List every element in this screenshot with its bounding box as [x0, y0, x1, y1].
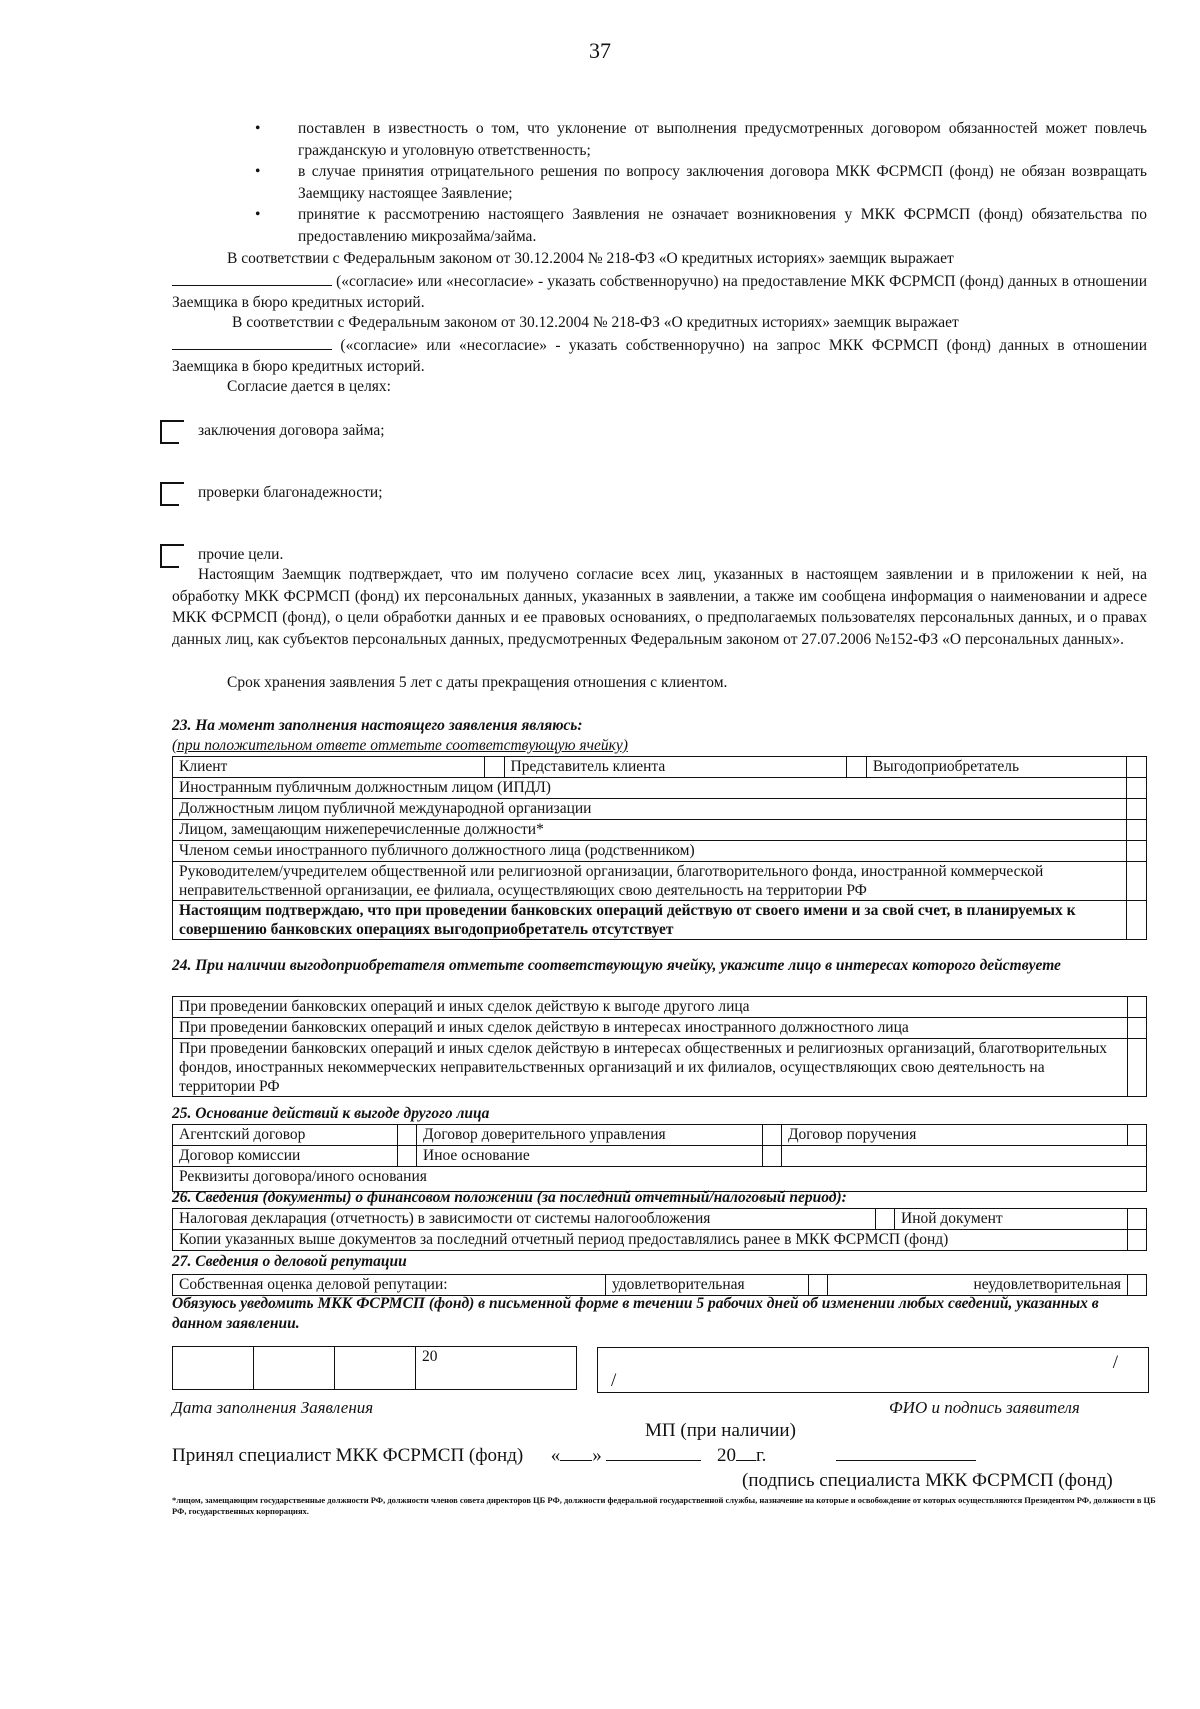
reputation-label: Собственная оценка деловой репутации:: [173, 1275, 606, 1296]
date-boxes: [172, 1346, 577, 1390]
status-family-label: Членом семьи иностранного публичного должностного лица (родственником): [173, 841, 1127, 862]
beneficiary-label: Выгодоприобретатель: [866, 757, 1126, 778]
agency-contract-label: Агентский договор: [173, 1125, 398, 1146]
table-row: [173, 997, 1147, 1018]
table-row: [173, 841, 1147, 862]
section-26-title: 26. Сведения (документы) о финансовом положении (за последний отчетный/налоговый период):: [172, 1189, 847, 1206]
date-label: Дата заполнения Заявления: [172, 1398, 374, 1417]
status-positions-label: Лицом, замещающим нижеперечисленные должности*: [173, 820, 1127, 841]
table-row: [173, 1347, 577, 1390]
status-family-checkbox[interactable]: [1127, 841, 1147, 862]
signature-box[interactable]: [597, 1347, 1149, 1393]
table-row: [173, 862, 1147, 901]
table-row: [173, 820, 1147, 841]
purpose-reliability-label: проверки благонадежности;: [198, 484, 383, 501]
section-24-title: 24. При наличии выгодоприобретателя отметьте соответствующую ячейку, укажите лицо в интересах которого действуете: [172, 957, 1061, 974]
other-basis-label: Иное основание: [417, 1146, 763, 1167]
contract-details-field[interactable]: Реквизиты договора/иного основания: [173, 1167, 1147, 1192]
representative-checkbox[interactable]: [847, 757, 867, 778]
bullet-item: • поставлен в известность о том, что уклонение от выполнения предусмотренных договором обязанностей может повлечь гражданскую и уголовную ответственность;: [255, 118, 1147, 161]
trust-contract-checkbox[interactable]: [762, 1125, 781, 1146]
client-label: Клиент: [173, 757, 485, 778]
purpose-reliability-checkbox[interactable]: [160, 482, 179, 506]
other-document-label: Иной документ: [895, 1209, 1128, 1230]
other-basis-field[interactable]: [781, 1146, 1146, 1167]
credit-consent-1: [172, 248, 1147, 314]
table-row: [173, 778, 1147, 799]
beneficiary-checkbox[interactable]: [1127, 757, 1147, 778]
purposes-intro: Согласие дается в целях:: [227, 378, 391, 395]
benefit-foreign-official-label: При проведении банковских операций и иных сделок действую в интересах иностранного должностного лица: [173, 1018, 1128, 1039]
signature-slash-left: /: [611, 1370, 617, 1391]
accepted-year-field[interactable]: [736, 1444, 756, 1461]
representative-label: Представитель клиента: [504, 757, 847, 778]
benefit-foreign-official-checkbox[interactable]: [1128, 1018, 1147, 1039]
table-row: [173, 1209, 1147, 1230]
section-24-table: [172, 996, 1147, 1097]
table-row: [173, 901, 1147, 940]
tax-declaration-checkbox[interactable]: [876, 1209, 895, 1230]
date-extra-field[interactable]: [335, 1347, 416, 1390]
accepted-row: [172, 1444, 1132, 1467]
client-checkbox[interactable]: [484, 757, 504, 778]
purpose-loan-label: заключения договора займа;: [198, 422, 385, 439]
date-month-field[interactable]: [254, 1347, 335, 1390]
consent-2-blank[interactable]: [172, 334, 332, 350]
accepted-label: Принял специалист МКК ФСРМСП (фонд): [172, 1445, 524, 1466]
table-row: [173, 1230, 1147, 1251]
reputation-bad-label: неудовлетворительная: [828, 1275, 1128, 1296]
page-number: 37: [589, 38, 611, 63]
section-25-title: 25. Основание действий к выгоде другого лица: [172, 1105, 490, 1122]
status-own-account-checkbox[interactable]: [1127, 901, 1147, 940]
benefit-other-person-checkbox[interactable]: [1128, 997, 1147, 1018]
reputation-good-label: удовлетворительная: [606, 1275, 809, 1296]
specialist-signature-label: (подпись специалиста МКК ФСРМСП (фонд): [742, 1470, 1113, 1491]
consent-2-tail: («согласие» или «несогласие» - указать собственноручно) на запрос МКК ФСРМСП (фонд) данных в отношении Заемщика в бюро кредитных историй.: [172, 336, 1147, 375]
accepted-year-suffix: г.: [755, 1445, 767, 1466]
table-row: [173, 1125, 1147, 1146]
other-basis-checkbox[interactable]: [762, 1146, 781, 1167]
commission-contract-label: Договор комиссии: [173, 1146, 398, 1167]
purpose-loan-checkbox[interactable]: [160, 420, 179, 444]
section-27-title: 27. Сведения о деловой репутации: [172, 1253, 407, 1270]
other-document-checkbox[interactable]: [1128, 1209, 1147, 1230]
storage-term: Срок хранения заявления 5 лет с даты прекращения отношения с клиентом.: [227, 674, 728, 691]
status-own-account-label: Настоящим подтверждаю, что при проведении банковских операций действую от своего имени и за свой счет, в планируемых к совершению банковских операциях выгодоприобретатель отсутствует: [173, 901, 1127, 940]
commission-contract-checkbox[interactable]: [397, 1146, 416, 1167]
benefit-organizations-label: При проведении банковских операций и иных сделок действую в интересах общественных и религиозных организаций, благотворительных фондов, иностранных некоммерческих неправительственных организаций и их филиалов, осуществляющих свою деятельность на территории РФ: [173, 1039, 1128, 1097]
table-row: [173, 1039, 1147, 1097]
section-27-table: [172, 1274, 1147, 1296]
copies-provided-label: Копии указанных выше документов за последний отчетный период предоставлялись ранее в МКК ФСРМСП (фонд): [173, 1230, 1128, 1251]
bullet-item: • принятие к рассмотрению настоящего Заявления не означает возникновения у МКК ФСРМСП (фонд) обязательства по предоставлению микрозайма/займа.: [255, 204, 1147, 247]
section-25-table: [172, 1124, 1147, 1192]
obligation-text: Обязуюсь уведомить МКК ФСРМСП (фонд) в письменной форме в течении 5 рабочих дней об изменении любых сведений, указанных в данном заявлении.: [172, 1295, 1099, 1332]
benefit-other-person-label: При проведении банковских операций и иных сделок действую к выгоде другого лица: [173, 997, 1128, 1018]
section-23-title: 23. На момент заполнения настоящего заявления являюсь:: [172, 717, 583, 734]
consent-2-lead: В соответствии с Федеральным законом от 30.12.2004 № 218-ФЗ «О кредитных историях» заемщик выражает: [232, 314, 959, 331]
trust-contract-label: Договор доверительного управления: [417, 1125, 763, 1146]
table-row: [173, 1018, 1147, 1039]
section-26-table: [172, 1208, 1147, 1251]
section-23-note: (при положительном ответе отметьте соответствующую ячейку): [172, 737, 628, 754]
reputation-bad-checkbox[interactable]: [1128, 1275, 1147, 1296]
credit-consent-2: [172, 312, 1147, 378]
date-quote-open: «: [550, 1445, 561, 1466]
status-ipdl-checkbox[interactable]: [1127, 778, 1147, 799]
consent-1-lead: В соответствии с Федеральным законом от 30.12.2004 № 218-ФЗ «О кредитных историях» заемщик выражает: [227, 250, 954, 267]
accepted-month-field[interactable]: [606, 1444, 701, 1461]
bullet-list: [255, 118, 1147, 247]
consent-1-tail: («согласие» или «несогласие» - указать собственноручно) на предоставление МКК ФСРМСП (фонд) данных в отношении Заемщика в бюро кредитных историй.: [172, 272, 1148, 311]
status-head-org-checkbox[interactable]: [1127, 862, 1147, 901]
section-23-table: [172, 756, 1147, 940]
assignment-contract-label: Договор поручения: [781, 1125, 1127, 1146]
fio-label: ФИО и подпись заявителя: [889, 1398, 1080, 1417]
table-row: [173, 757, 1147, 778]
accepted-year-prefix: 20: [716, 1445, 736, 1466]
reputation-good-checkbox[interactable]: [809, 1275, 828, 1296]
status-head-org-label: Руководителем/учредителем общественной или религиозной организации, благотворительного фонда, иностранной коммерческой неправительственной организации, ее филиала, осуществляющих свою деятельность на территории РФ: [173, 862, 1127, 901]
footnote: *лицом, замещающим государственные должности РФ, должности членов совета директоров ЦБ РФ, должности федеральной государственной службы, назначение на которые и освобождение от которых осуществляются Президентом РФ, должности в ЦБ РФ, государственных корпорациях.: [172, 1495, 1156, 1516]
date-quote-close: »: [592, 1445, 602, 1466]
status-intl-org-label: Должностным лицом публичной международной организации: [173, 799, 1127, 820]
stamp-label: МП (при наличии): [645, 1420, 796, 1441]
bullet-item: • в случае принятия отрицательного решения по вопросу заключения договора МКК ФСРМСП (фонд) не обязан возвращать Заемщику настоящее Заявление;: [255, 161, 1147, 204]
table-row: [173, 1146, 1147, 1167]
date-year-field[interactable]: 20: [416, 1347, 577, 1390]
copies-provided-checkbox[interactable]: [1128, 1230, 1147, 1251]
agency-contract-checkbox[interactable]: [397, 1125, 416, 1146]
confirmation-text: Настоящим Заемщик подтверждает, что им получено согласие всех лиц, указанных в настоящем заявлении и в приложении к ней, на обработку МКК ФСРМСП (фонд) их персональных данных, указанных в заявлении, а также им сообщена информация о наименовании и адресе МКК ФСРМСП (фонд), о цели обработки данных и ее правовых основаниях, о предполагаемых пользователях персональных данных, и о правах данных лиц, как субъектов персональных данных, предусмотренных Федеральным законом от 27.07.2006 №152-ФЗ «О персональных данных».: [172, 566, 1147, 648]
assignment-contract-checkbox[interactable]: [1127, 1125, 1146, 1146]
purpose-other-label: прочие цели.: [198, 546, 284, 563]
status-ipdl-label: Иностранным публичным должностным лицом (ИПДЛ): [173, 778, 1127, 799]
consent-1-blank[interactable]: [172, 270, 332, 286]
tax-declaration-label: Налоговая декларация (отчетность) в зависимости от системы налогообложения: [173, 1209, 876, 1230]
specialist-signature-field[interactable]: [836, 1444, 976, 1461]
accepted-day-field[interactable]: [560, 1444, 592, 1461]
benefit-organizations-checkbox[interactable]: [1128, 1039, 1147, 1097]
status-positions-checkbox[interactable]: [1127, 820, 1147, 841]
status-intl-org-checkbox[interactable]: [1127, 799, 1147, 820]
table-row: [173, 799, 1147, 820]
date-day-field[interactable]: [173, 1347, 254, 1390]
signature-slash-right: /: [1112, 1352, 1118, 1373]
table-row: [173, 1275, 1147, 1296]
